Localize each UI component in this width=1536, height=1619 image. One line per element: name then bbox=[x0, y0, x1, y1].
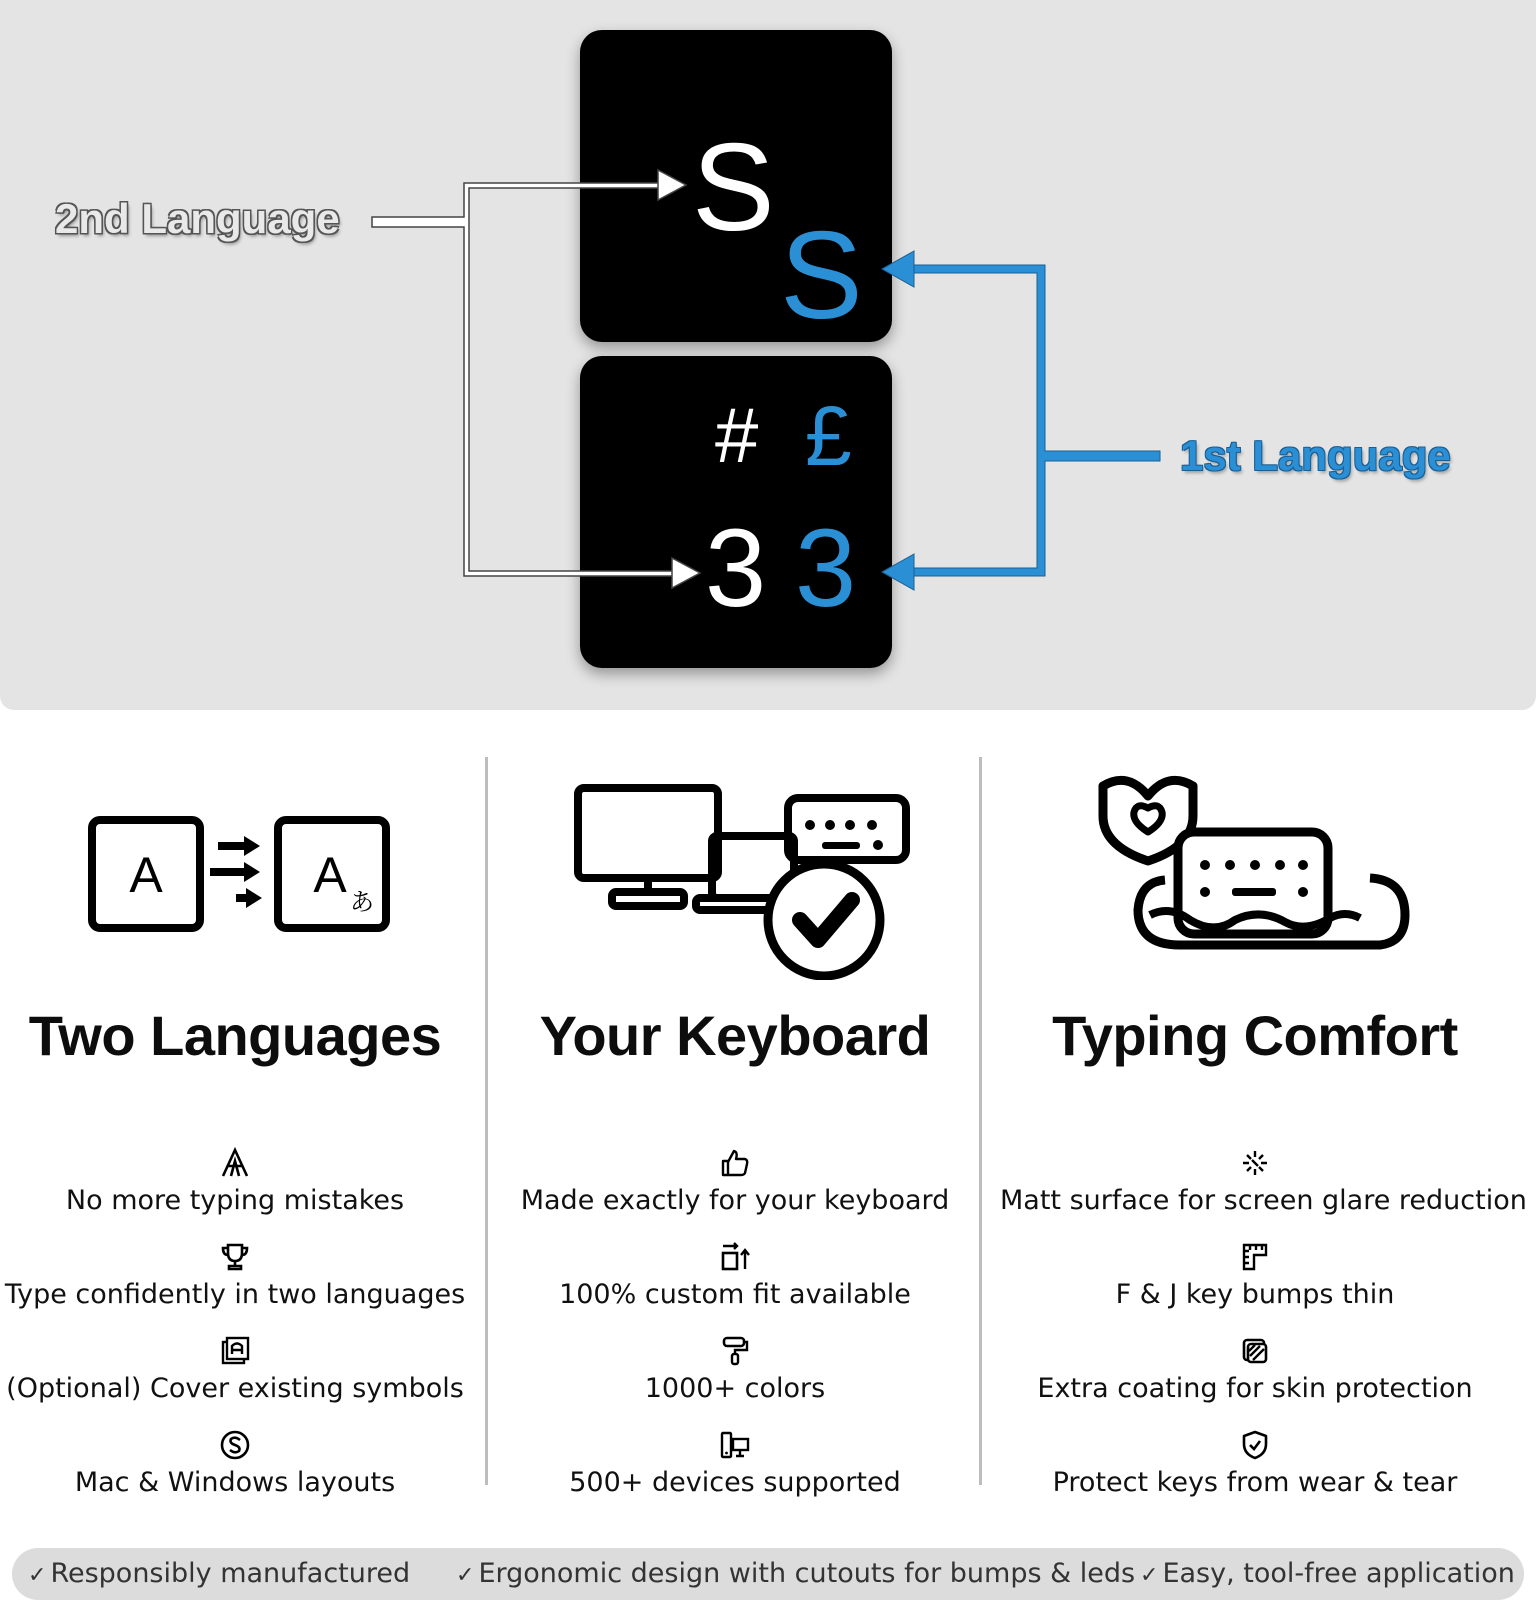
feature-column-your-keyboard bbox=[500, 770, 970, 1510]
feature-text: Matt surface for screen glare reduction bbox=[1000, 1185, 1527, 1216]
feature-item bbox=[1000, 1147, 1527, 1237]
column-divider bbox=[979, 757, 982, 1485]
letter-overlay-icon bbox=[219, 1335, 251, 1367]
feature-text: (Optional) Cover existing symbols bbox=[6, 1373, 464, 1404]
feature-column-typing-comfort bbox=[1000, 770, 1527, 1510]
benefit-text: Responsibly manufactured bbox=[50, 1558, 411, 1589]
feature-item bbox=[500, 1241, 970, 1331]
shield-check-icon bbox=[1239, 1429, 1271, 1461]
second-language-symbol: # bbox=[715, 391, 759, 479]
feature-text: Made exactly for your keyboard bbox=[520, 1185, 950, 1216]
keyboard-comfort-icon bbox=[1000, 770, 1510, 980]
feature-text: Protect keys from wear & tear bbox=[1052, 1467, 1458, 1498]
benefits-bar bbox=[12, 1548, 1524, 1600]
feature-text: 100% custom fit available bbox=[559, 1279, 911, 1310]
two-keys-translate-icon bbox=[0, 770, 470, 980]
thumbs-up-icon bbox=[719, 1147, 751, 1179]
feature-text: Extra coating for skin protection bbox=[1037, 1373, 1473, 1404]
feature-item bbox=[0, 1429, 470, 1519]
first-language-char: S bbox=[780, 207, 863, 345]
benefit-item bbox=[28, 1558, 410, 1592]
feature-item bbox=[1000, 1429, 1510, 1519]
svg-text:A: A bbox=[313, 847, 347, 903]
feature-column-two-languages bbox=[0, 770, 470, 1510]
feature-text: No more typing mistakes bbox=[65, 1185, 405, 1216]
first-language-label: 1st Language bbox=[1180, 432, 1451, 479]
ruler-icon bbox=[1239, 1241, 1271, 1273]
svg-text:A: A bbox=[129, 847, 163, 903]
check-icon: ✓ bbox=[28, 1563, 47, 1588]
feature-item bbox=[0, 1335, 470, 1425]
first-language-symbol: £ bbox=[805, 389, 852, 483]
trophy-icon bbox=[219, 1241, 251, 1273]
column-title: Your Keyboard bbox=[539, 1004, 931, 1067]
svg-text:あ: あ bbox=[350, 888, 374, 916]
check-icon: ✓ bbox=[1140, 1563, 1159, 1588]
column-title: Typing Comfort bbox=[1052, 1004, 1458, 1067]
feature-item bbox=[1000, 1241, 1510, 1331]
devices-check-icon bbox=[500, 770, 970, 980]
font-a-icon bbox=[219, 1147, 251, 1179]
sparkle-icon bbox=[1239, 1147, 1271, 1179]
feature-item bbox=[500, 1147, 970, 1237]
column-divider bbox=[485, 757, 488, 1485]
hero-panel bbox=[0, 0, 1536, 710]
column-title: Two Languages bbox=[28, 1004, 442, 1067]
first-language-connector bbox=[882, 251, 1160, 590]
feature-text: Type confidently in two languages bbox=[4, 1279, 466, 1310]
feature-text: F & J key bumps thin bbox=[1115, 1279, 1395, 1310]
second-language-connector bbox=[372, 170, 700, 588]
feature-item bbox=[0, 1241, 470, 1331]
second-language-digit: 3 bbox=[705, 507, 767, 630]
second-language-char: S bbox=[692, 119, 775, 257]
coating-icon bbox=[1239, 1335, 1271, 1367]
dollar-layout-icon bbox=[219, 1429, 251, 1461]
device-icon bbox=[719, 1429, 751, 1461]
benefit-item bbox=[1140, 1558, 1515, 1592]
first-language-digit: 3 bbox=[795, 507, 857, 630]
paint-roller-icon bbox=[719, 1335, 751, 1367]
benefit-text: Easy, tool-free application bbox=[1162, 1558, 1515, 1589]
second-language-label: 2nd Language bbox=[55, 195, 340, 242]
feature-text: 1000+ colors bbox=[644, 1373, 826, 1404]
feature-text: 500+ devices supported bbox=[569, 1467, 901, 1498]
check-icon: ✓ bbox=[456, 1563, 475, 1588]
feature-item bbox=[0, 1147, 470, 1237]
feature-item bbox=[500, 1335, 970, 1425]
feature-item bbox=[1000, 1335, 1510, 1425]
feature-text: Mac & Windows layouts bbox=[74, 1467, 396, 1498]
resize-icon bbox=[719, 1241, 751, 1273]
feature-item bbox=[500, 1429, 970, 1519]
benefit-item bbox=[456, 1558, 1135, 1592]
callout-arrows bbox=[0, 0, 1536, 710]
benefit-text: Ergonomic design with cutouts for bumps & leds bbox=[478, 1558, 1136, 1589]
